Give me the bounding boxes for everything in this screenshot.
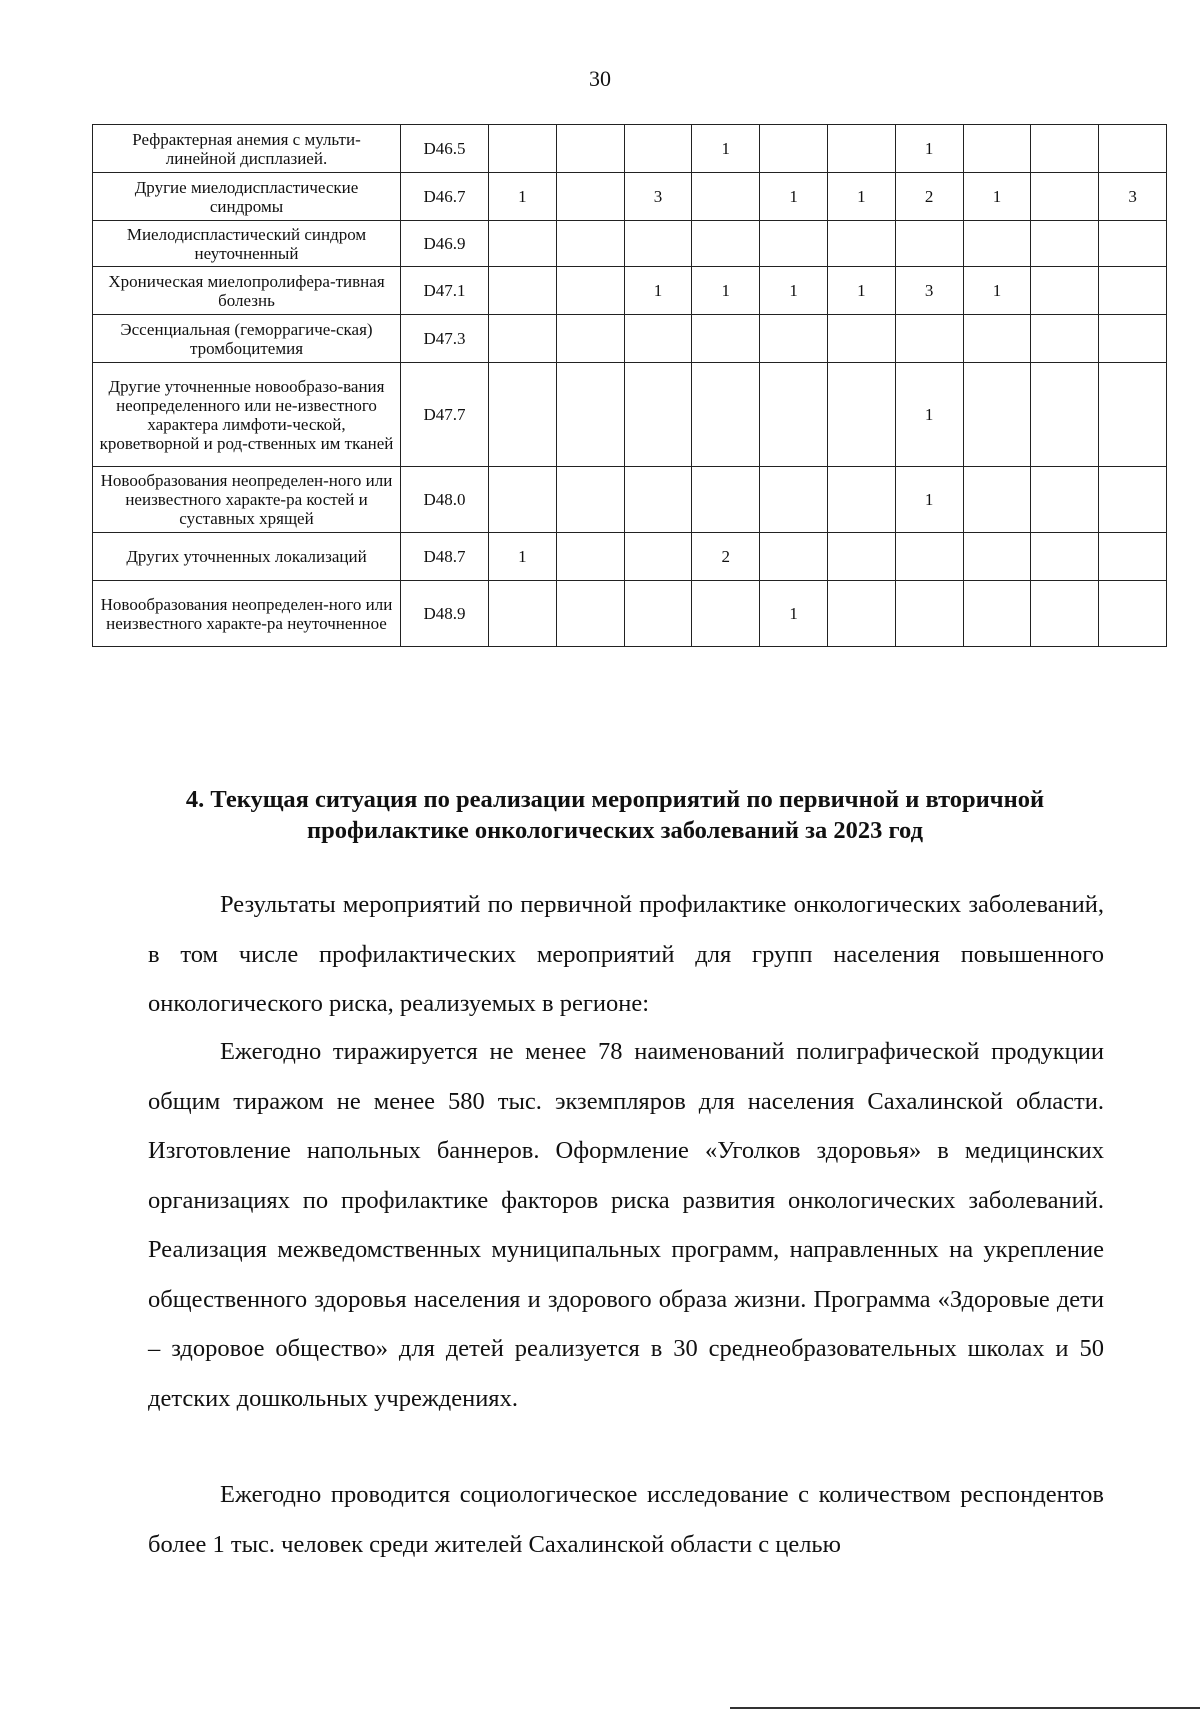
value-cell [760,363,828,467]
value-cell [489,581,557,647]
diagnosis-name-cell: Эссенциальная (геморрагиче-ская) тромбоцитемия [93,315,401,363]
value-cell: 1 [692,267,760,315]
value-cell [1031,581,1099,647]
page-number: 30 [589,66,611,91]
diagnosis-code-cell: D47.3 [401,315,489,363]
value-cell [489,363,557,467]
value-cell [963,315,1031,363]
table-row [93,363,1167,467]
paragraph-2: Ежегодно тиражируется не менее 78 наименований полиграфической продукции общим тиражом не менее 580 тыс. экземпляров для населения Сахалинской области. Изготовление напольных баннеров. Оформление «Уголков здоровья» в медицинских организациях по профилактике факторов риска развития онкологических заболеваний. Реализация межведомственных муниципальных программ, направленных на укрепление общественного здоровья населения и здорового образа жизни. Программа «Здоровые дети – здоровое общество» для детей реализуется в 30 среднеобразовательных школах и 50 детских дошкольных учреждениях. [148,1038,1104,1412]
section-heading: 4. Текущая ситуация по реализации мероприятий по первичной и вторичной профилактике онкологических заболеваний за 2023 год [185,786,1045,844]
value-cell [489,221,557,267]
value-cell [624,221,692,267]
value-cell [692,221,760,267]
value-cell [827,467,895,533]
value-cell [1099,581,1167,647]
value-cell [1031,467,1099,533]
value-cell: 2 [692,533,760,581]
value-cell [895,221,963,267]
value-cell: 2 [895,173,963,221]
diagnosis-name-cell: Новообразования неопределен-ного или неизвестного характе-ра костей и суставных хрящей [93,467,401,533]
value-cell: 1 [489,173,557,221]
value-cell [760,125,828,173]
diagnosis-code-cell: D48.9 [401,581,489,647]
value-cell [827,533,895,581]
value-cell [1099,125,1167,173]
value-cell [556,173,624,221]
value-cell: 1 [760,267,828,315]
value-cell [963,363,1031,467]
value-cell [489,467,557,533]
table-row [93,173,1167,221]
value-cell [692,467,760,533]
value-cell: 3 [624,173,692,221]
value-cell [827,125,895,173]
value-cell [827,315,895,363]
value-cell [624,125,692,173]
value-cell [1031,363,1099,467]
value-cell [556,315,624,363]
value-cell: 1 [760,173,828,221]
value-cell [624,315,692,363]
value-cell [556,221,624,267]
value-cell [1099,533,1167,581]
value-cell [760,533,828,581]
diagnosis-table [92,124,1167,647]
value-cell [1099,467,1167,533]
value-cell [489,125,557,173]
value-cell [963,581,1031,647]
value-cell [827,221,895,267]
diagnosis-name-cell: Другие миелодиспластические синдромы [93,173,401,221]
value-cell [827,581,895,647]
diagnosis-code-cell: D46.7 [401,173,489,221]
value-cell: 1 [895,363,963,467]
value-cell [963,221,1031,267]
value-cell [489,267,557,315]
paragraph-1: Результаты мероприятий по первичной профилактике онкологических заболеваний, в том числе профилактических мероприятий для групп населения повышенного онкологического риска, реализуемых в регионе: [148,891,1104,1017]
diagnosis-name-cell: Рефрактерная анемия с мульти-линейной дисплазией. [93,125,401,173]
table-row [93,581,1167,647]
value-cell [1099,363,1167,467]
table-row [93,125,1167,173]
value-cell [1031,221,1099,267]
diagnosis-name-cell: Миелодиспластический синдром неуточненный [93,221,401,267]
value-cell: 1 [895,125,963,173]
value-cell: 1 [489,533,557,581]
diagnosis-code-cell: D48.7 [401,533,489,581]
value-cell [624,363,692,467]
value-cell [624,581,692,647]
table-row [93,221,1167,267]
table-row [93,315,1167,363]
value-cell [556,125,624,173]
value-cell [1099,315,1167,363]
value-cell [895,533,963,581]
value-cell [1031,315,1099,363]
value-cell [556,467,624,533]
diagnosis-code-cell: D48.0 [401,467,489,533]
value-cell [1031,267,1099,315]
value-cell: 1 [963,173,1031,221]
value-cell [895,315,963,363]
value-cell [963,533,1031,581]
value-cell [692,581,760,647]
diagnosis-code-cell: D47.7 [401,363,489,467]
value-cell: 1 [895,467,963,533]
diagnosis-name-cell: Хроническая миелопролифера-тивная болезнь [93,267,401,315]
diagnosis-name-cell: Новообразования неопределен-ного или неизвестного характе-ра неуточненное [93,581,401,647]
value-cell: 3 [1099,173,1167,221]
diagnosis-name-cell: Другие уточненные новообразо-вания неопределенного или не-известного характера лимфоти-ческой, кроветворной и род-ственных им тканей [93,363,401,467]
value-cell [760,467,828,533]
diagnosis-code-cell: D46.9 [401,221,489,267]
diagnosis-name-cell: Других уточненных локализаций [93,533,401,581]
value-cell [827,363,895,467]
value-cell: 1 [963,267,1031,315]
value-cell [760,315,828,363]
value-cell [692,363,760,467]
value-cell [760,221,828,267]
value-cell [556,363,624,467]
value-cell [692,173,760,221]
value-cell [1031,125,1099,173]
value-cell: 1 [624,267,692,315]
value-cell [556,581,624,647]
table-row [93,267,1167,315]
value-cell [624,533,692,581]
value-cell [1099,221,1167,267]
table-row [93,467,1167,533]
value-cell [489,315,557,363]
value-cell [895,581,963,647]
diagnosis-code-cell: D46.5 [401,125,489,173]
value-cell: 3 [895,267,963,315]
paragraph-3: Ежегодно проводится социологическое исследование с количеством респондентов более 1 тыс. человек среди жителей Сахалинской области с целью [148,1481,1104,1558]
value-cell [1031,173,1099,221]
value-cell: 1 [760,581,828,647]
value-cell [556,533,624,581]
value-cell [556,267,624,315]
value-cell [624,467,692,533]
value-cell [963,125,1031,173]
value-cell [963,467,1031,533]
table-row [93,533,1167,581]
diagnosis-code-cell: D47.1 [401,267,489,315]
value-cell [1031,533,1099,581]
value-cell [1099,267,1167,315]
value-cell [692,315,760,363]
value-cell: 1 [692,125,760,173]
value-cell: 1 [827,173,895,221]
value-cell: 1 [827,267,895,315]
